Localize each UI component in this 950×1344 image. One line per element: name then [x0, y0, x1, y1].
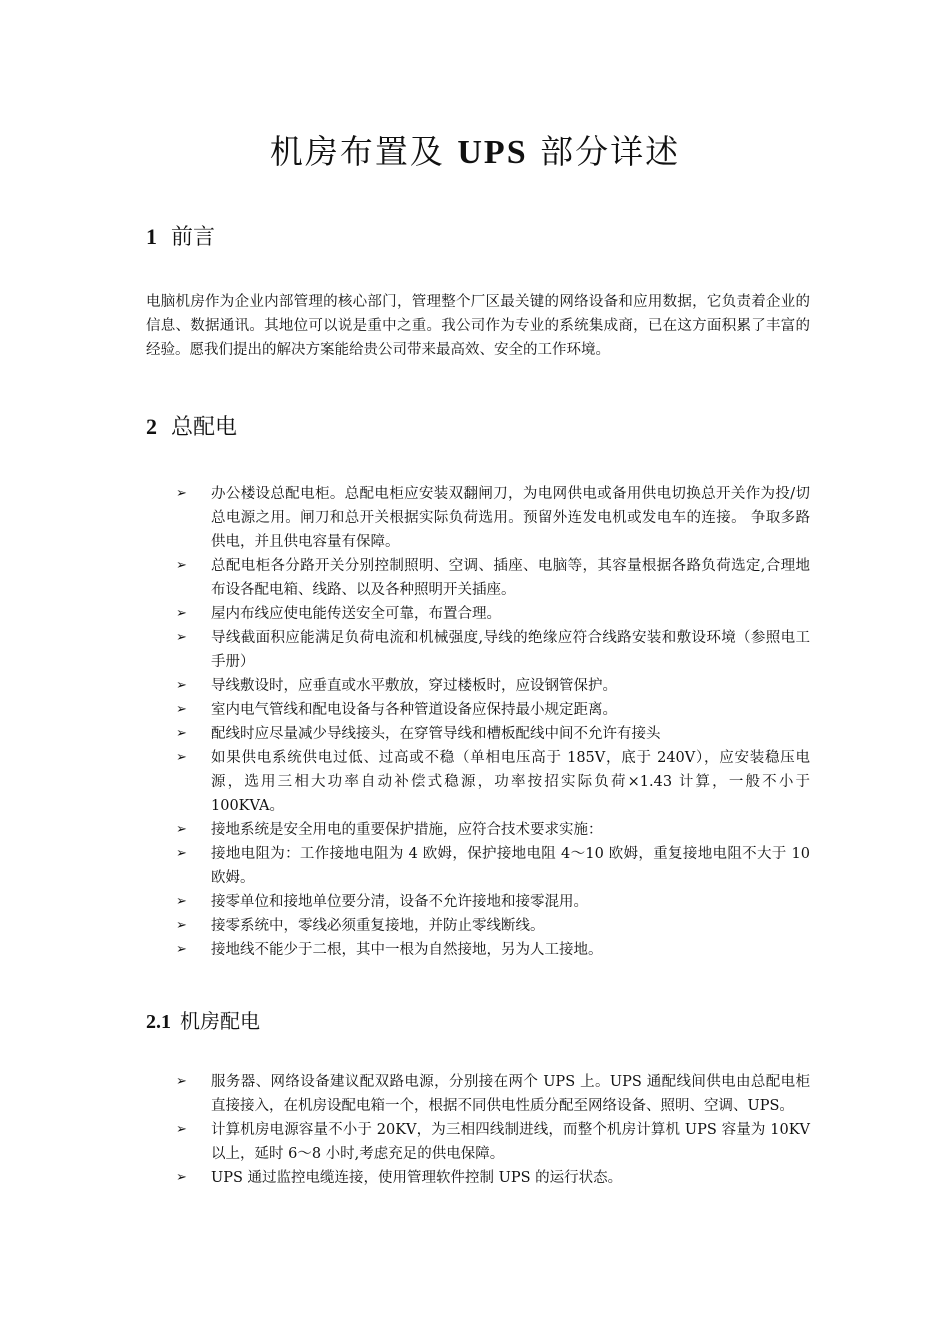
list-item-text: 计算机房电源容量不小于 20KV，为三相四线制进线，而整个机房计算机 UPS 容量为 10KV 以上，延时 6～8 小时,考虑充足的供电保障。	[211, 1122, 810, 1162]
intro-paragraph: 电脑机房作为企业内部管理的核心部门，管理整个厂区最关键的网络设备和应用数据，它负责着企业的信息、数据通讯。其地位可以说是重中之重。我公司作为专业的系统集成商，已在这方面积累了丰富的经验。愿我们提出的解决方案能给贵公司带来最高效、安全的工作环境。	[146, 294, 810, 358]
list-item	[176, 554, 810, 602]
list-item	[176, 698, 810, 722]
arrow-bullet-icon: ➢	[176, 486, 187, 501]
list-item-text: 屋内布线应使电能传送安全可靠，布置合理。	[211, 606, 501, 622]
list-item-text: 接地电阻为：工作接地电阻为 4 欧姆，保护接地电阻 4～10 欧姆，重复接地电阻不大于 10 欧姆。	[211, 846, 810, 886]
list-item-text: 室内电气管线和配电设备与各种管道设备应保持最小规定距离。	[211, 702, 617, 718]
list-item	[176, 626, 810, 674]
list-item-text: 办公楼设总配电柜。总配电柜应安装双翻闸刀，为电网供电或备用供电切换总开关作为投/切总电源之用。闸刀和总开关根据实际负荷选用。预留外连发电机或发电车的连接。 争取多路供电，并且供电容量有保障。	[211, 486, 810, 550]
section-heading-1	[146, 222, 215, 253]
power-distribution-list	[176, 482, 810, 962]
list-item	[176, 482, 810, 554]
list-item-text: 导线敷设时，应垂直或水平敷放，穿过楼板时，应设钢管保护。	[211, 678, 617, 694]
arrow-bullet-icon: ➢	[176, 894, 187, 909]
list-item-text: 服务器、网络设备建议配双路电源，分别接在两个 UPS 上。UPS 通配线间供电由总配电柜直接接入，在机房设配电箱一个，根据不同供电性质分配至网络设备、照明、空调、UPS。	[211, 1074, 810, 1114]
machine-room-power-list	[176, 1070, 810, 1190]
section-number: 1	[146, 224, 157, 249]
section-number: 2.1	[146, 1011, 171, 1033]
list-item	[176, 818, 810, 842]
section-number: 2	[146, 414, 157, 439]
list-item	[176, 914, 810, 938]
arrow-bullet-icon: ➢	[176, 678, 187, 693]
list-item-text: 接零系统中，零线必须重复接地，并防止零线断线。	[211, 918, 545, 934]
list-item	[176, 1070, 810, 1118]
arrow-bullet-icon: ➢	[176, 606, 187, 621]
list-item-text: 接地系统是安全用电的重要保护措施，应符合技术要求实施：	[211, 822, 603, 838]
list-item	[176, 746, 810, 818]
arrow-bullet-icon: ➢	[176, 726, 187, 741]
list-item	[176, 722, 810, 746]
list-item	[176, 1166, 810, 1190]
arrow-bullet-icon: ➢	[176, 1122, 187, 1137]
arrow-bullet-icon: ➢	[176, 918, 187, 933]
list-item	[176, 890, 810, 914]
section-title: 总配电	[171, 415, 238, 440]
title-latin: UPS	[457, 134, 528, 171]
title-cjk-tail: 部分详述	[540, 132, 681, 171]
list-item	[176, 674, 810, 698]
list-item-text: 接零单位和接地单位要分清，设备不允许接地和接零混用。	[211, 894, 588, 910]
arrow-bullet-icon: ➢	[176, 942, 187, 957]
section-title: 前言	[171, 225, 216, 250]
arrow-bullet-icon: ➢	[176, 558, 187, 573]
arrow-bullet-icon: ➢	[176, 702, 187, 717]
arrow-bullet-icon: ➢	[176, 1074, 187, 1089]
arrow-bullet-icon: ➢	[176, 822, 187, 837]
list-item-text: 总配电柜各分路开关分别控制照明、空调、插座、电脑等，其容量根据各路负荷选定,合理地布设各配电箱、线路、以及各种照明开关插座。	[211, 558, 810, 598]
page-title	[0, 128, 950, 177]
arrow-bullet-icon: ➢	[176, 630, 187, 645]
section-heading-2-1	[146, 1006, 260, 1037]
list-item-text: 接地线不能少于二根，其中一根为自然接地，另为人工接地。	[211, 942, 603, 958]
list-item	[176, 842, 810, 890]
list-item	[176, 938, 810, 962]
arrow-bullet-icon: ➢	[176, 750, 187, 765]
title-cjk: 机房布置及	[269, 132, 445, 171]
list-item	[176, 1118, 810, 1166]
list-item-text: 如果供电系统供电过低、过高或不稳（单相电压高于 185V，底于 240V），应安装稳压电源，选用三相大功率自动补偿式稳源，功率按招实际负荷×1.43 计算，一般不小于 100KVA。	[211, 750, 810, 814]
list-item	[176, 602, 810, 626]
list-item-text: 导线截面积应能满足负荷电流和机械强度,导线的绝缘应符合线路安装和敷设环境（参照电工手册）	[211, 630, 810, 670]
list-item-text: 配线时应尽量减少导线接头，在穿管导线和槽板配线中间不允许有接头	[211, 726, 661, 742]
list-item-text: UPS 通过监控电缆连接，使用管理软件控制 UPS 的运行状态。	[211, 1170, 623, 1186]
section-heading-2	[146, 412, 237, 443]
section-title: 机房配电	[180, 1009, 260, 1033]
arrow-bullet-icon: ➢	[176, 846, 187, 861]
arrow-bullet-icon: ➢	[176, 1170, 187, 1185]
